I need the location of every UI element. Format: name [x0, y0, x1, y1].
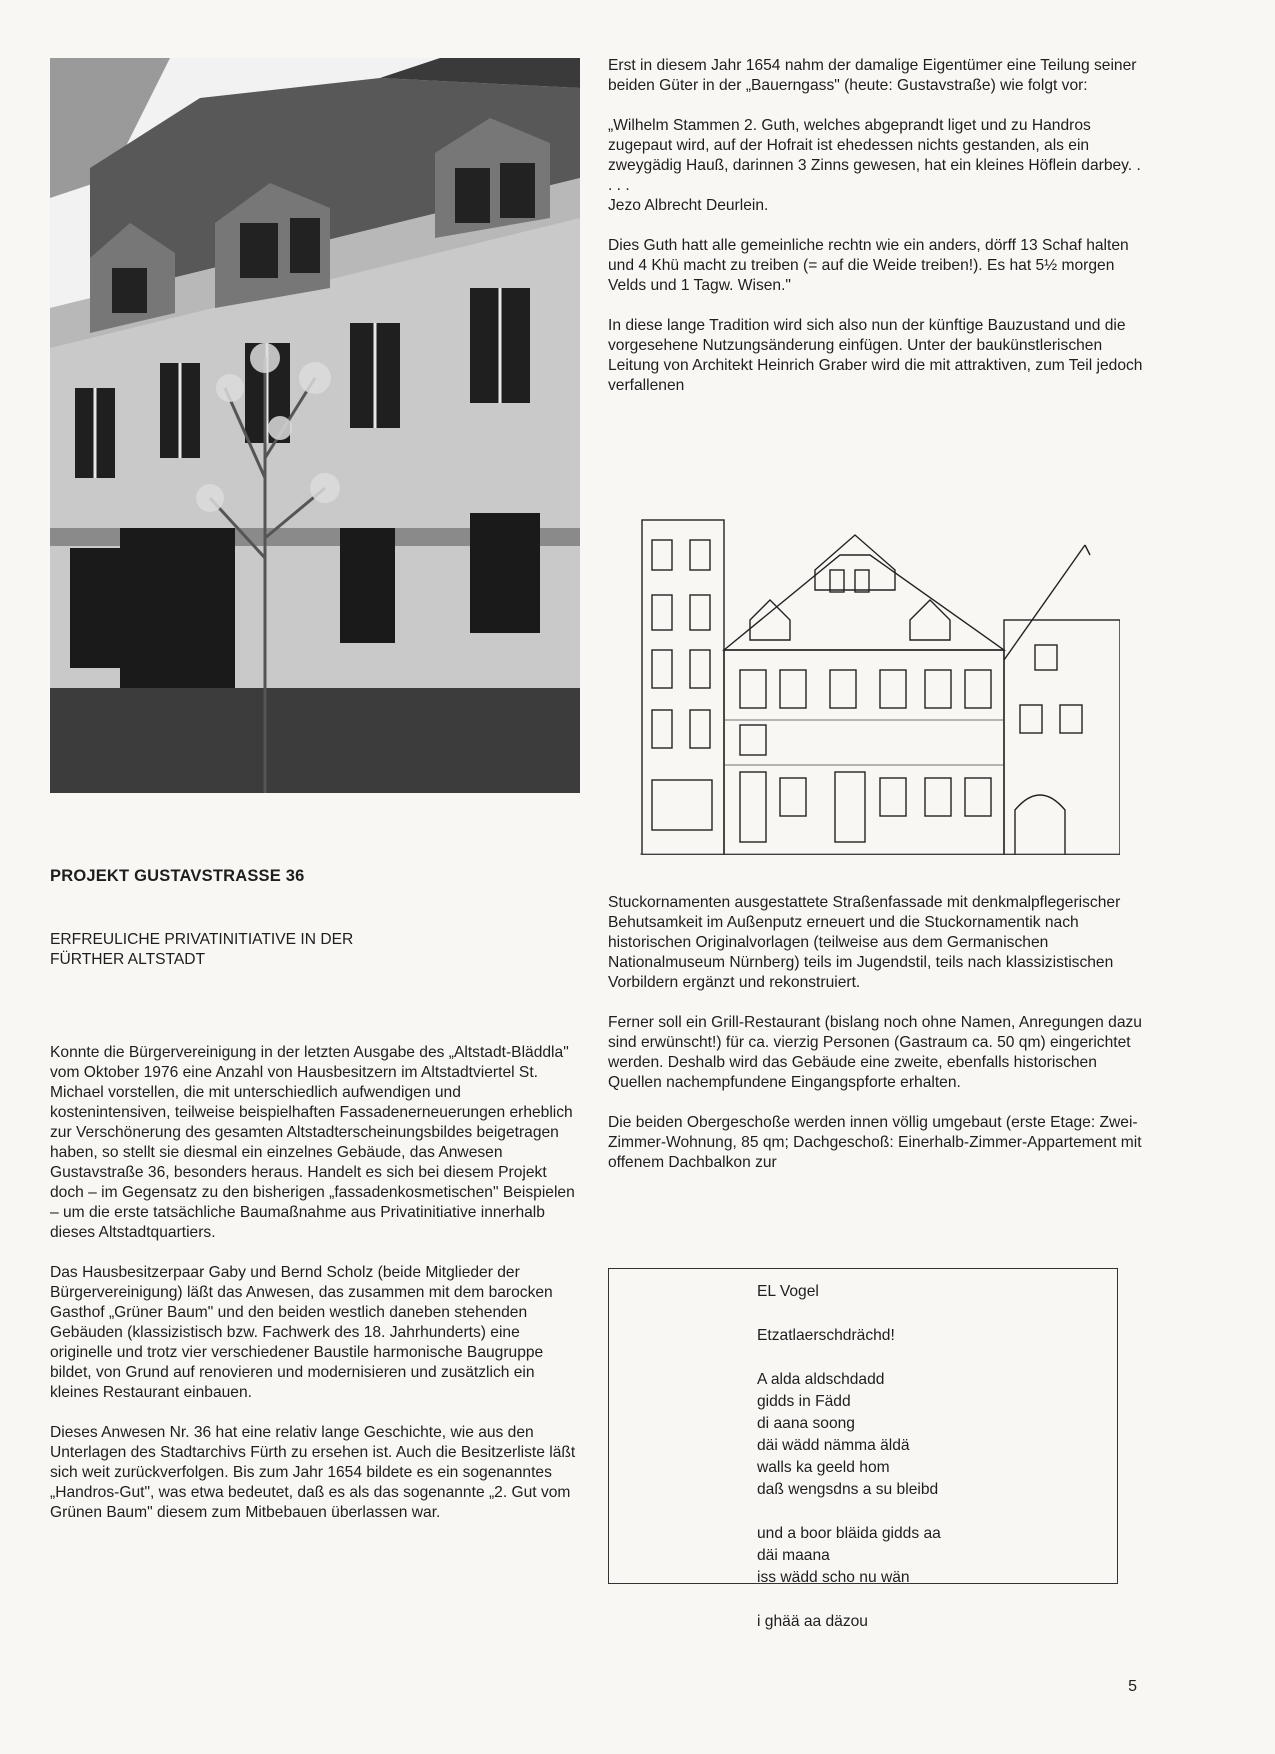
- subheading-line: ERFREULICHE PRIVATINITIATIVE IN DER: [50, 931, 354, 948]
- page-number: 5: [1128, 1678, 1137, 1695]
- right-column-bottom: [608, 893, 1148, 1193]
- quote-paragraph: Dies Guth hatt alle gemeinliche rechtn wie ein anders, dörff 13 Schaf halten und 4 Khü macht zu treiben (= auf die Weide treiben!). Es hat 5½ morgen Velds und 1 Tagw. Wisen.": [608, 237, 1129, 294]
- quote-paragraph: „Wilhelm Stammen 2. Guth, welches abgeprandt liget und zu Handros zugepaut wird, auf der Hofrait ist ehedessen nichts gestanden, als ein zweygädig Hauß, darinnen 3 Zinns gewesen, hat ein kleines Höflein darbey. . . . .: [608, 117, 1141, 194]
- poem-closing: i ghää aa däzou: [757, 1613, 868, 1630]
- subheading-line: FÜRTHER ALTSTADT: [50, 951, 206, 968]
- right-column-top: [608, 56, 1148, 416]
- paragraph: Konnte die Bürgervereinigung in der letzten Ausgabe des „Altstadt-Bläddla" vom Oktober 1976 eine Anzahl von Hausbesitzern im Altstadtviertel St. Michael vorstellen, die mit unterschiedlich aufwendigen und kostenintensiven, teilweise beispielhaften Fassadenerneuerungen erheblich zur Verschönerung des gesamten Altstadterscheinungsbildes beigetragen haben, so stellt sie diesmal ein einzelnes Gebäude, das Anwesen Gustavstraße 36, besonders heraus. Handelt es sich bei diesem Projekt doch – im Gegensatz zu den bisherigen „fassadenkosmetischen" Beispielen – um die erste tatsächliche Baumaßnahme aus Privatinitiative innerhalb dieses Altstadtquartiers.: [50, 1044, 575, 1241]
- poem-line: däi maana: [757, 1547, 830, 1564]
- poem: [757, 1281, 941, 1633]
- article-subheading: [50, 930, 353, 970]
- poem-stanza-2: [757, 1523, 941, 1589]
- quote-signature: Jezo Albrecht Deurlein.: [608, 197, 769, 214]
- poem-stanza-1: [757, 1369, 941, 1501]
- poem-line: iss wädd scho nu wän: [757, 1569, 910, 1586]
- poem-line: däi wädd nämma äldä: [757, 1437, 910, 1454]
- poem-line: walls ka geeld hom: [757, 1459, 890, 1476]
- poem-line: A alda aldschdadd: [757, 1371, 885, 1388]
- poem-author: EL Vogel: [757, 1283, 819, 1300]
- left-column: [50, 1043, 580, 1543]
- article-heading: PROJEKT GUSTAVSTRASSE 36: [50, 867, 305, 885]
- poem-line: und a boor bläida gidds aa: [757, 1525, 941, 1542]
- paragraph: In diese lange Tradition wird sich also nun der künftige Bauzustand und die vorgesehene Nutzungsänderung einfügen. Unter der baukünstlerischen Leitung von Architekt Heinrich Graber wird die mit attraktiven, zum Teil jedoch verfallenen: [608, 317, 1143, 394]
- facade-elevation-drawing: [640, 510, 1120, 855]
- poem-line: gidds in Fädd: [757, 1393, 851, 1410]
- poem-title: Etzatlaerschdrächd!: [757, 1327, 895, 1344]
- paragraph: Stuckornamenten ausgestattete Straßenfassade mit denkmalpflegerischer Behutsamkeit im Außenputz erneuert und die Stuckornamentik nach historischen Originalvorlagen (teilweise aus dem Germanischen Nationalmuseum Nürnberg) teils im Jugendstil, teils nach klassizistischen Vorbildern ergänzt und rekonstruiert.: [608, 894, 1121, 991]
- paragraph: Erst in diesem Jahr 1654 nahm der damalige Eigentümer eine Teilung seiner beiden Güter in der „Bauerngass" (heute: Gustavstraße) wie folgt vor:: [608, 57, 1137, 94]
- paragraph: Die beiden Obergeschoße werden innen völlig umgebaut (erste Etage: Zwei-Zimmer-Wohnung, 85 qm; Dachgeschoß: Einerhalb-Zimmer-Appartement mit offenem Dachbalkon zur: [608, 1114, 1142, 1171]
- building-photo: [50, 58, 580, 793]
- poem-line: di aana soong: [757, 1415, 855, 1432]
- paragraph: Das Hausbesitzerpaar Gaby und Bernd Scholz (beide Mitglieder der Bürgervereinigung) läßt das Anwesen, das zusammen mit dem barocken Gasthof „Grüner Baum" und den beiden westlich daneben stehenden Gebäuden (klassizistisch bzw. Fachwerk des 18. Jahrhunderts) eine originelle und trotz vier verschiedener Baustile harmonische Baugruppe bildet, von Grund auf renovieren und modernisieren und zusätzlich ein kleines Restaurant einbauen.: [50, 1264, 553, 1401]
- poem-box: [608, 1268, 1118, 1630]
- paragraph: Dieses Anwesen Nr. 36 hat eine relativ lange Geschichte, wie aus den Unterlagen des Stadtarchivs Fürth zu ersehen ist. Auch die Besitzerliste läßt sich weit zurückverfolgen. Bis zum Jahr 1654 bildete es ein sogenanntes „Handros-Gut", was etwa bedeutet, daß es als das sogenannte „2. Gut vom Grünen Baum" diesem zum Mitbebauen überlassen war.: [50, 1424, 576, 1521]
- poem-line: daß wengsdns a su bleibd: [757, 1481, 939, 1498]
- paragraph: Ferner soll ein Grill-Restaurant (bislang noch ohne Namen, Anregungen dazu sind erwünscht!) für ca. vierzig Personen (Gastraum ca. 50 qm) eingerichtet werden. Deshalb wird das Gebäude eine zweite, ebenfalls historischen Quellen nachempfundene Eingangspforte erhalten.: [608, 1014, 1142, 1091]
